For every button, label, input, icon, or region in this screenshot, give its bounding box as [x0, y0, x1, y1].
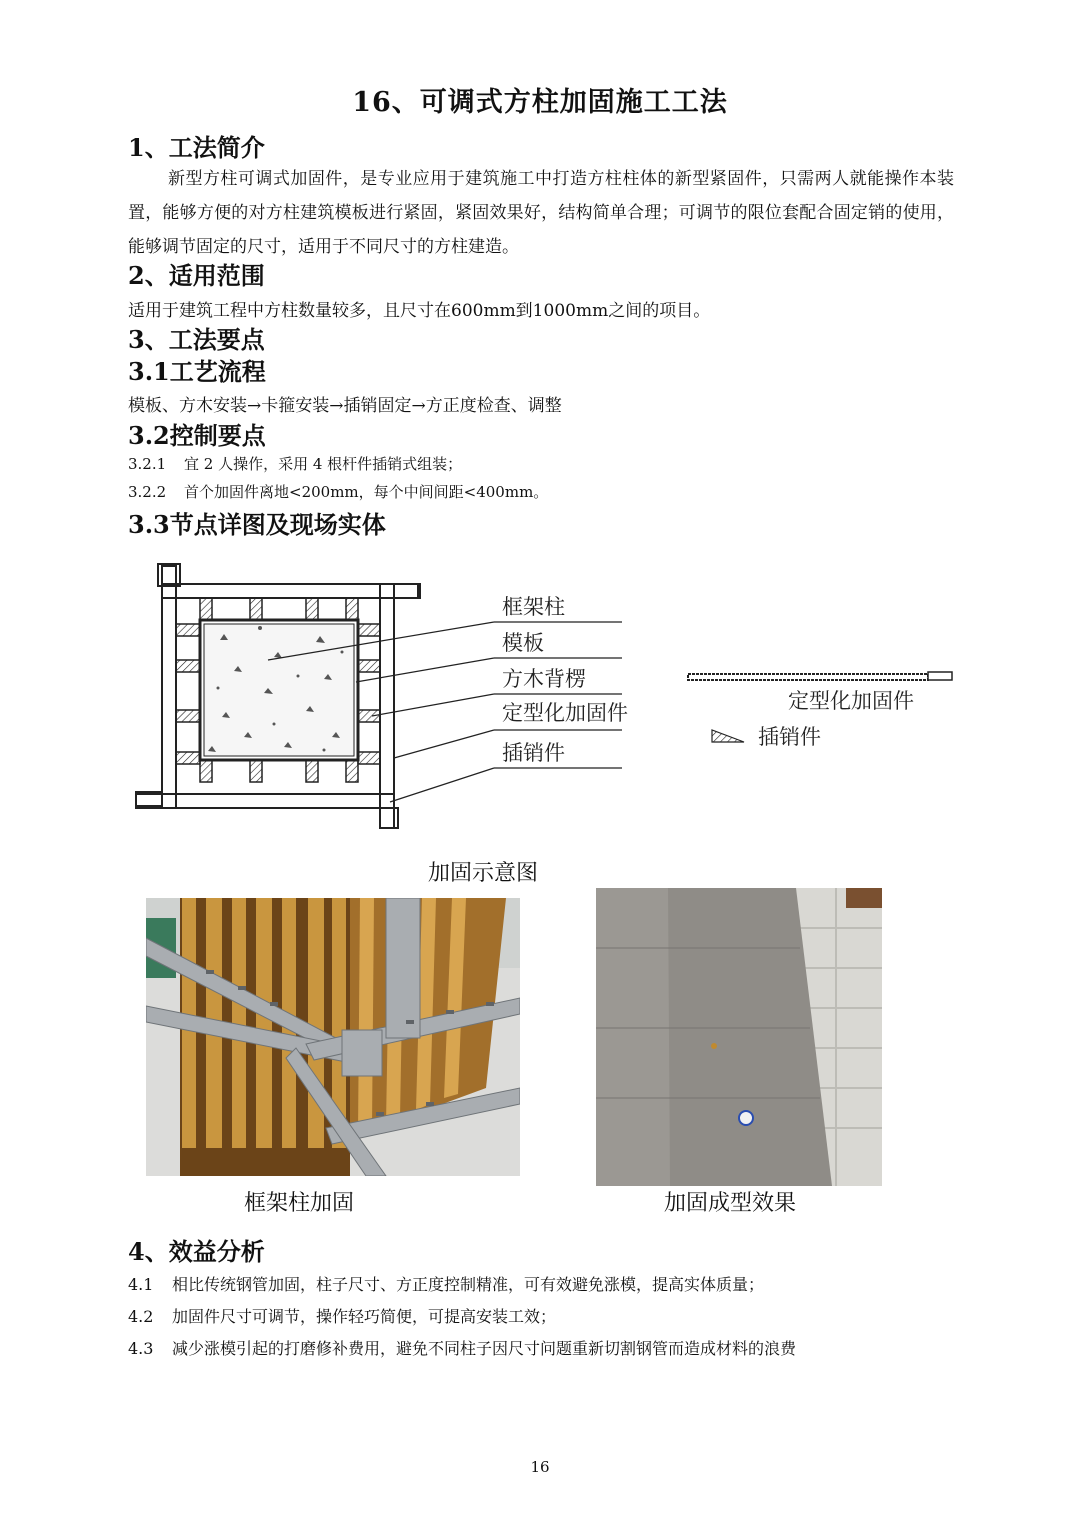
- section-2-heading: 2、适用范围: [128, 261, 265, 290]
- fixture-end-tr: [394, 584, 418, 598]
- section-3-3-heading: 3.3节点详图及现场实体: [128, 510, 386, 539]
- item-text: 减少涨模引起的打磨修补费用，避免不同柱子因尺寸问题重新切割钢管而造成材料的浪费: [172, 1339, 797, 1358]
- item-text: 相比传统钢管加固，柱子尺寸、方正度控制精准，可有效避免涨模，提高实体质量；: [172, 1275, 765, 1294]
- diagram-caption: 加固示意图: [428, 861, 539, 886]
- section-3-heading: 3、工法要点: [128, 325, 265, 354]
- item-number: 3.2.1: [128, 455, 167, 473]
- label-frame-column: 框架柱: [502, 595, 565, 619]
- photo-finished-column: [596, 888, 882, 1186]
- legend-fixture-label: 定型化加固件: [788, 689, 914, 713]
- fixture-end-br: [380, 808, 398, 828]
- section-3-1-body: 模板、方木安装→卡箍安装→插销固定→方正度检查、调整: [128, 396, 562, 416]
- item-text: 加固件尺寸可调节，操作轻巧简便，可提高安装工效；: [172, 1307, 557, 1326]
- item-text: 首个加固件离地<200mm，每个中间间距<400mm。: [184, 483, 549, 501]
- item-number: 4.1: [128, 1275, 154, 1294]
- photo-column-reinforcement: [146, 898, 520, 1176]
- label-fixture: 定型化加固件: [502, 701, 628, 725]
- left-photo-caption: 框架柱加固: [244, 1191, 355, 1216]
- right-photo-caption: 加固成型效果: [664, 1191, 797, 1216]
- item-text: 宜 2 人操作，采用 4 根杆件插销式组装；: [184, 455, 463, 473]
- frame-left-bar: [162, 566, 176, 808]
- list-item: [128, 1336, 796, 1359]
- list-item: [128, 1304, 556, 1327]
- item-number: 3.2.2: [128, 483, 167, 501]
- list-item: [128, 453, 462, 474]
- page-title: 16、可调式方柱加固施工工法: [352, 87, 728, 118]
- page-number: 16: [530, 1458, 550, 1476]
- section-1-heading: 1、工法简介: [128, 133, 265, 162]
- concrete-column: [204, 624, 354, 756]
- frame-top-bar: [162, 584, 420, 598]
- label-timber-batten: 方木背楞: [502, 667, 586, 691]
- list-item: [128, 1272, 764, 1295]
- section-3-1-heading: 3.1工艺流程: [128, 357, 266, 386]
- legend-pin-symbol: [712, 730, 744, 742]
- legend-fixture-symbol: [688, 674, 928, 680]
- frame-right-bar: [380, 584, 394, 828]
- list-item: [128, 481, 548, 502]
- section-3-2-heading: 3.2控制要点: [128, 421, 266, 450]
- label-formwork: 模板: [502, 631, 544, 655]
- legend: [688, 672, 952, 749]
- frame-bottom-bar: [136, 794, 394, 808]
- section-2-body: 适用于建筑工程中方柱数量较多，且尺寸在600mm到1000mm之间的项目。: [128, 301, 711, 321]
- item-number: 4.3: [128, 1339, 154, 1358]
- legend-pin-label: 插销件: [758, 725, 821, 749]
- section-4-heading: 4、效益分析: [128, 1237, 265, 1266]
- item-number: 4.2: [128, 1307, 154, 1326]
- reinforcement-diagram: [128, 556, 958, 836]
- label-pin: 插销件: [502, 741, 565, 765]
- section-1-body: 新型方柱可调式加固件，是专业应用于建筑施工中打造方柱柱体的新型紧固件，只需两人就能操作本装置，能够方便的对方柱建筑模板进行紧固，紧固效果好，结构简单合理；可调节的限位套配合固定销的使用，能够调节固定的尺寸，适用于不同尺寸的方柱建造。: [128, 169, 954, 257]
